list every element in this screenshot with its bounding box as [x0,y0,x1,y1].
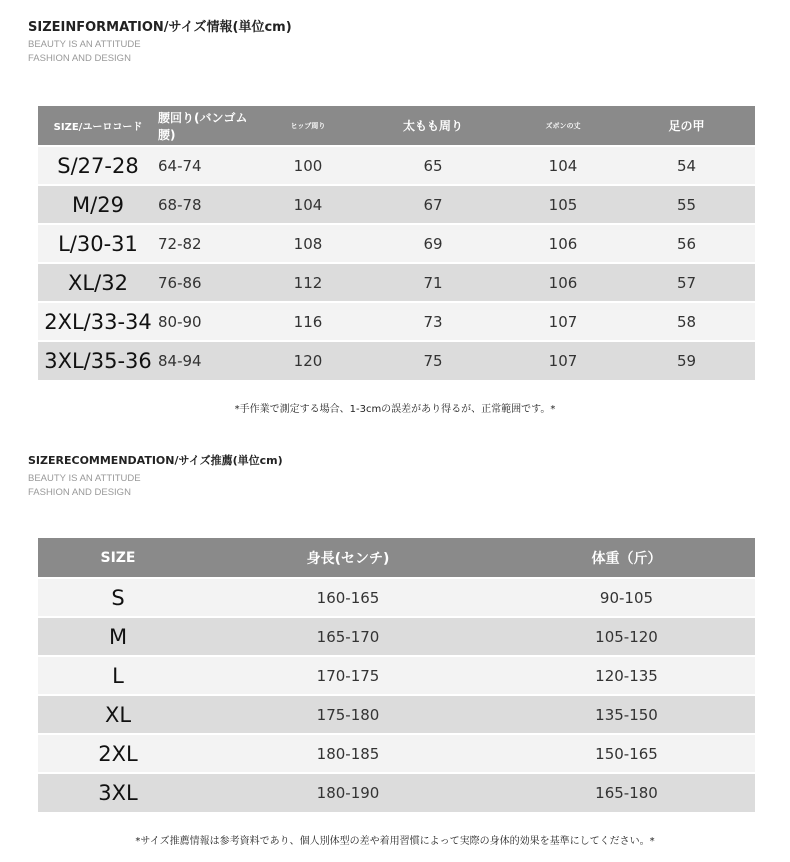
value-cell: 80-90 [158,302,258,341]
value-cell: 54 [618,146,755,185]
value-cell: 56 [618,224,755,263]
tagline-line: FASHION AND DESIGN [28,487,131,498]
value-cell: 84-94 [158,341,258,380]
value-cell: 64-74 [158,146,258,185]
size-cell: S [38,578,198,617]
size-cell: M [38,617,198,656]
value-cell: 112 [258,263,358,302]
tagline-2 [28,472,141,500]
table-header [38,106,755,146]
value-cell: 58 [618,302,755,341]
table-row [38,302,755,341]
value-cell: 116 [258,302,358,341]
measurement-note: *手作業で測定する場合、1-3cmの誤差があり得るが、正常範囲です。* [234,404,556,415]
size-cell: L/30-31 [38,224,158,263]
value-cell: 59 [618,341,755,380]
size-cell: XL/32 [38,263,158,302]
value-cell: 180-185 [198,734,498,773]
size-cell: S/27-28 [38,146,158,185]
value-cell: 165-180 [498,773,755,812]
value-cell: 67 [358,185,508,224]
value-cell: 65 [358,146,508,185]
size-info-title: SIZEINFORMATION/サイズ情報(単位cm) [28,20,292,35]
col-header: SIZE/ユーロコード [38,106,158,146]
value-cell: 165-170 [198,617,498,656]
tagline-line: BEAUTY IS AN ATTITUDE [28,39,141,50]
tagline-line: BEAUTY IS AN ATTITUDE [28,473,141,484]
table-header [38,538,755,578]
value-cell: 57 [618,263,755,302]
value-cell: 150-165 [498,734,755,773]
size-cell: L [38,656,198,695]
table-row [38,341,755,380]
table-row [38,773,755,812]
value-cell: 107 [508,302,618,341]
size-cell: XL [38,695,198,734]
size-cell: M/29 [38,185,158,224]
value-cell: 106 [508,224,618,263]
table-row [38,146,755,185]
value-cell: 106 [508,263,618,302]
value-cell: 120-135 [498,656,755,695]
col-header: 足の甲 [618,106,755,146]
tagline-1 [28,38,141,66]
col-header: 身長(センチ) [198,538,498,578]
value-cell: 71 [358,263,508,302]
table-row [38,578,755,617]
value-cell: 160-165 [198,578,498,617]
value-cell: 76-86 [158,263,258,302]
value-cell: 69 [358,224,508,263]
col-header: SIZE [38,538,198,578]
value-cell: 55 [618,185,755,224]
value-cell: 104 [258,185,358,224]
col-header: ヒップ周り [258,106,358,146]
col-header: 太もも周り [358,106,508,146]
size-rec-title: SIZERECOMMENDATION/サイズ推薦(単位cm) [28,454,283,467]
value-cell: 104 [508,146,618,185]
table-row [38,263,755,302]
value-cell: 120 [258,341,358,380]
recommendation-note: *サイズ推薦情報は参考資料であり、個人別体型の差や着用習慣によって実際の身体的効果を基準にしてください。* [135,836,655,847]
value-cell: 107 [508,341,618,380]
value-cell: 72-82 [158,224,258,263]
col-header: 腰回り(バンゴム腰) [158,106,258,146]
value-cell: 108 [258,224,358,263]
size-rec-table [38,538,755,812]
col-header: 体重（斤） [498,538,755,578]
value-cell: 175-180 [198,695,498,734]
value-cell: 100 [258,146,358,185]
table-row [38,224,755,263]
size-cell: 3XL [38,773,198,812]
value-cell: 170-175 [198,656,498,695]
size-cell: 2XL [38,734,198,773]
size-info-table [38,106,755,380]
table-row [38,656,755,695]
tagline-line: FASHION AND DESIGN [28,53,131,64]
table-row [38,617,755,656]
value-cell: 105 [508,185,618,224]
value-cell: 180-190 [198,773,498,812]
col-header: ズボンの丈 [508,106,618,146]
value-cell: 105-120 [498,617,755,656]
value-cell: 90-105 [498,578,755,617]
table-row [38,185,755,224]
table-row [38,695,755,734]
value-cell: 73 [358,302,508,341]
value-cell: 75 [358,341,508,380]
value-cell: 135-150 [498,695,755,734]
size-cell: 3XL/35-36 [38,341,158,380]
size-cell: 2XL/33-34 [38,302,158,341]
table-row [38,734,755,773]
value-cell: 68-78 [158,185,258,224]
